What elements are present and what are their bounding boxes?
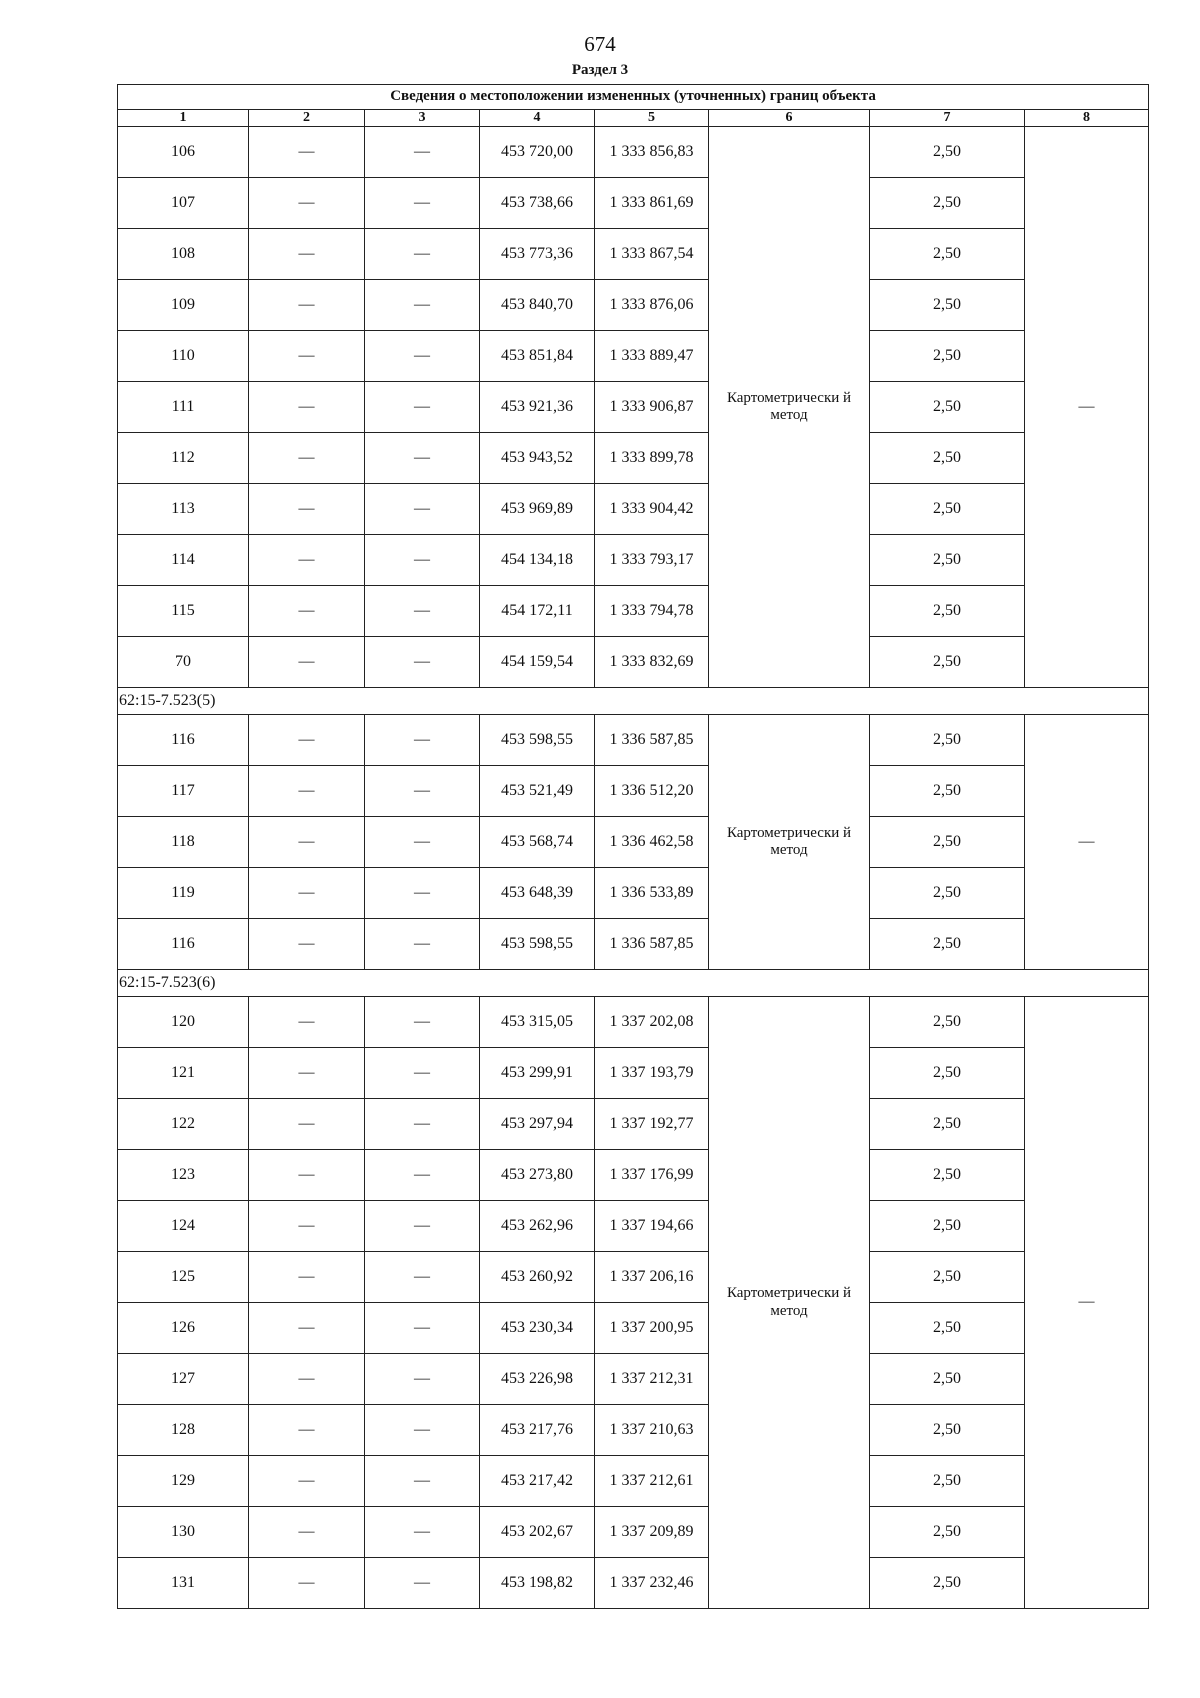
coordinates-table [117,84,1149,1609]
table-row [118,715,1149,766]
column-3-value: — [365,1303,480,1354]
table-row [118,997,1149,1048]
table-row [118,1405,1149,1456]
x-coordinate: 453 299,91 [480,1048,595,1099]
column-3-value: — [365,1048,480,1099]
column-3-value: — [365,229,480,280]
column-2-value: — [249,1354,365,1405]
column-2-value: — [249,715,365,766]
column-2-value: — [249,178,365,229]
section-title: Раздел 3 [571,62,629,78]
table-row [118,817,1149,868]
point-number: 127 [118,1354,249,1405]
column-2-value: — [249,1507,365,1558]
column-2-value: — [249,127,365,178]
column-3-value: — [365,868,480,919]
column-8-value: — [1025,997,1149,1609]
table-caption-row [118,85,1149,110]
x-coordinate: 453 568,74 [480,817,595,868]
column-3-value: — [365,1558,480,1609]
y-coordinate: 1 336 462,58 [595,817,709,868]
accuracy-value: 2,50 [870,229,1025,280]
y-coordinate: 1 333 876,06 [595,280,709,331]
y-coordinate: 1 337 200,95 [595,1303,709,1354]
point-number: 118 [118,817,249,868]
table-row [118,280,1149,331]
x-coordinate: 453 773,36 [480,229,595,280]
x-coordinate: 453 738,66 [480,178,595,229]
column-3-value: — [365,1354,480,1405]
column-2-value: — [249,331,365,382]
column-2-value: — [249,433,365,484]
y-coordinate: 1 337 209,89 [595,1507,709,1558]
table-row [118,331,1149,382]
accuracy-value: 2,50 [870,127,1025,178]
point-number: 112 [118,433,249,484]
point-number: 109 [118,280,249,331]
column-2-value: — [249,229,365,280]
accuracy-value: 2,50 [870,535,1025,586]
table-row [118,766,1149,817]
column-2-value: — [249,382,365,433]
y-coordinate: 1 333 793,17 [595,535,709,586]
y-coordinate: 1 333 904,42 [595,484,709,535]
column-header: 7 [870,110,1025,127]
column-3-value: — [365,586,480,637]
column-header: 4 [480,110,595,127]
x-coordinate: 453 969,89 [480,484,595,535]
table-row [118,1456,1149,1507]
accuracy-value: 2,50 [870,637,1025,688]
column-2-value: — [249,1150,365,1201]
y-coordinate: 1 333 861,69 [595,178,709,229]
accuracy-value: 2,50 [870,1405,1025,1456]
table-row [118,1099,1149,1150]
accuracy-value: 2,50 [870,178,1025,229]
accuracy-value: 2,50 [870,331,1025,382]
method-cell: Картометрически й метод [709,127,870,688]
group-label: 62:15-7.523(6) [118,970,1149,997]
table-row [118,637,1149,688]
point-number: 106 [118,127,249,178]
point-number: 119 [118,868,249,919]
x-coordinate: 454 134,18 [480,535,595,586]
table-row [118,1150,1149,1201]
table-row [118,382,1149,433]
y-coordinate: 1 333 794,78 [595,586,709,637]
x-coordinate: 453 260,92 [480,1252,595,1303]
y-coordinate: 1 333 867,54 [595,229,709,280]
column-header: 2 [249,110,365,127]
column-2-value: — [249,997,365,1048]
point-number: 123 [118,1150,249,1201]
column-2-value: — [249,280,365,331]
x-coordinate: 454 172,11 [480,586,595,637]
point-number: 110 [118,331,249,382]
group-label: 62:15-7.523(5) [118,688,1149,715]
y-coordinate: 1 337 176,99 [595,1150,709,1201]
column-3-value: — [365,127,480,178]
accuracy-value: 2,50 [870,1303,1025,1354]
accuracy-value: 2,50 [870,382,1025,433]
accuracy-value: 2,50 [870,1048,1025,1099]
column-3-value: — [365,433,480,484]
accuracy-value: 2,50 [870,1252,1025,1303]
point-number: 114 [118,535,249,586]
column-3-value: — [365,331,480,382]
x-coordinate: 453 598,55 [480,919,595,970]
table-row [118,484,1149,535]
table-row [118,1558,1149,1609]
column-2-value: — [249,1201,365,1252]
point-number: 121 [118,1048,249,1099]
column-header: 6 [709,110,870,127]
point-number: 130 [118,1507,249,1558]
x-coordinate: 453 943,52 [480,433,595,484]
table-row [118,1048,1149,1099]
accuracy-value: 2,50 [870,586,1025,637]
table-row [118,229,1149,280]
y-coordinate: 1 336 587,85 [595,919,709,970]
y-coordinate: 1 337 212,31 [595,1354,709,1405]
y-coordinate: 1 333 856,83 [595,127,709,178]
column-3-value: — [365,766,480,817]
point-number: 70 [118,637,249,688]
x-coordinate: 453 297,94 [480,1099,595,1150]
table-row [118,127,1149,178]
accuracy-value: 2,50 [870,1354,1025,1405]
table-header-row [118,110,1149,127]
column-3-value: — [365,178,480,229]
column-8-value: — [1025,715,1149,970]
column-2-value: — [249,586,365,637]
column-2-value: — [249,484,365,535]
y-coordinate: 1 336 533,89 [595,868,709,919]
table-row [118,868,1149,919]
group-label-row [118,970,1149,997]
column-2-value: — [249,817,365,868]
point-number: 108 [118,229,249,280]
column-2-value: — [249,1405,365,1456]
x-coordinate: 453 840,70 [480,280,595,331]
y-coordinate: 1 333 906,87 [595,382,709,433]
table-row [118,1507,1149,1558]
column-header: 5 [595,110,709,127]
x-coordinate: 453 198,82 [480,1558,595,1609]
y-coordinate: 1 336 587,85 [595,715,709,766]
column-3-value: — [365,280,480,331]
y-coordinate: 1 333 832,69 [595,637,709,688]
column-header: 8 [1025,110,1149,127]
column-header: 1 [118,110,249,127]
x-coordinate: 453 217,76 [480,1405,595,1456]
accuracy-value: 2,50 [870,868,1025,919]
column-3-value: — [365,1150,480,1201]
column-header: 3 [365,110,480,127]
table-row [118,586,1149,637]
accuracy-value: 2,50 [870,1507,1025,1558]
column-2-value: — [249,1048,365,1099]
x-coordinate: 453 315,05 [480,997,595,1048]
accuracy-value: 2,50 [870,919,1025,970]
x-coordinate: 453 521,49 [480,766,595,817]
y-coordinate: 1 333 889,47 [595,331,709,382]
point-number: 128 [118,1405,249,1456]
point-number: 129 [118,1456,249,1507]
y-coordinate: 1 337 206,16 [595,1252,709,1303]
point-number: 124 [118,1201,249,1252]
column-3-value: — [365,1252,480,1303]
x-coordinate: 453 262,96 [480,1201,595,1252]
y-coordinate: 1 337 202,08 [595,997,709,1048]
table-row [118,1303,1149,1354]
point-number: 120 [118,997,249,1048]
accuracy-value: 2,50 [870,766,1025,817]
column-3-value: — [365,1405,480,1456]
point-number: 111 [118,382,249,433]
column-3-value: — [365,715,480,766]
y-coordinate: 1 336 512,20 [595,766,709,817]
method-cell: Картометрически й метод [709,715,870,970]
y-coordinate: 1 337 193,79 [595,1048,709,1099]
y-coordinate: 1 337 192,77 [595,1099,709,1150]
accuracy-value: 2,50 [870,1558,1025,1609]
point-number: 131 [118,1558,249,1609]
point-number: 126 [118,1303,249,1354]
y-coordinate: 1 337 210,63 [595,1405,709,1456]
point-number: 122 [118,1099,249,1150]
y-coordinate: 1 337 212,61 [595,1456,709,1507]
accuracy-value: 2,50 [870,484,1025,535]
table-row [118,1201,1149,1252]
table-row [118,1252,1149,1303]
accuracy-value: 2,50 [870,1150,1025,1201]
x-coordinate: 453 720,00 [480,127,595,178]
point-number: 113 [118,484,249,535]
column-3-value: — [365,1099,480,1150]
x-coordinate: 454 159,54 [480,637,595,688]
y-coordinate: 1 333 899,78 [595,433,709,484]
column-3-value: — [365,1201,480,1252]
column-2-value: — [249,1099,365,1150]
x-coordinate: 453 217,42 [480,1456,595,1507]
column-2-value: — [249,868,365,919]
page-number: 674 [584,32,616,56]
column-2-value: — [249,637,365,688]
x-coordinate: 453 273,80 [480,1150,595,1201]
x-coordinate: 453 598,55 [480,715,595,766]
column-3-value: — [365,817,480,868]
column-3-value: — [365,1456,480,1507]
accuracy-value: 2,50 [870,280,1025,331]
table-caption: Сведения о местоположении измененных (уточненных) границ объекта [118,85,1149,110]
x-coordinate: 453 921,36 [480,382,595,433]
accuracy-value: 2,50 [870,433,1025,484]
x-coordinate: 453 648,39 [480,868,595,919]
column-2-value: — [249,1558,365,1609]
column-8-value: — [1025,127,1149,688]
accuracy-value: 2,50 [870,1201,1025,1252]
table-row [118,433,1149,484]
column-2-value: — [249,1303,365,1354]
column-2-value: — [249,535,365,586]
point-number: 117 [118,766,249,817]
accuracy-value: 2,50 [870,1456,1025,1507]
accuracy-value: 2,50 [870,997,1025,1048]
point-number: 115 [118,586,249,637]
y-coordinate: 1 337 194,66 [595,1201,709,1252]
table-row [118,535,1149,586]
accuracy-value: 2,50 [870,817,1025,868]
column-3-value: — [365,997,480,1048]
column-2-value: — [249,766,365,817]
x-coordinate: 453 226,98 [480,1354,595,1405]
column-3-value: — [365,637,480,688]
table-row [118,1354,1149,1405]
method-cell: Картометрически й метод [709,997,870,1609]
point-number: 116 [118,715,249,766]
table-row [118,919,1149,970]
column-2-value: — [249,1252,365,1303]
x-coordinate: 453 202,67 [480,1507,595,1558]
accuracy-value: 2,50 [870,715,1025,766]
x-coordinate: 453 851,84 [480,331,595,382]
point-number: 116 [118,919,249,970]
column-3-value: — [365,382,480,433]
group-label-row [118,688,1149,715]
y-coordinate: 1 337 232,46 [595,1558,709,1609]
column-3-value: — [365,484,480,535]
accuracy-value: 2,50 [870,1099,1025,1150]
column-3-value: — [365,1507,480,1558]
point-number: 125 [118,1252,249,1303]
column-2-value: — [249,919,365,970]
point-number: 107 [118,178,249,229]
column-2-value: — [249,1456,365,1507]
column-3-value: — [365,919,480,970]
x-coordinate: 453 230,34 [480,1303,595,1354]
table-row [118,178,1149,229]
column-3-value: — [365,535,480,586]
